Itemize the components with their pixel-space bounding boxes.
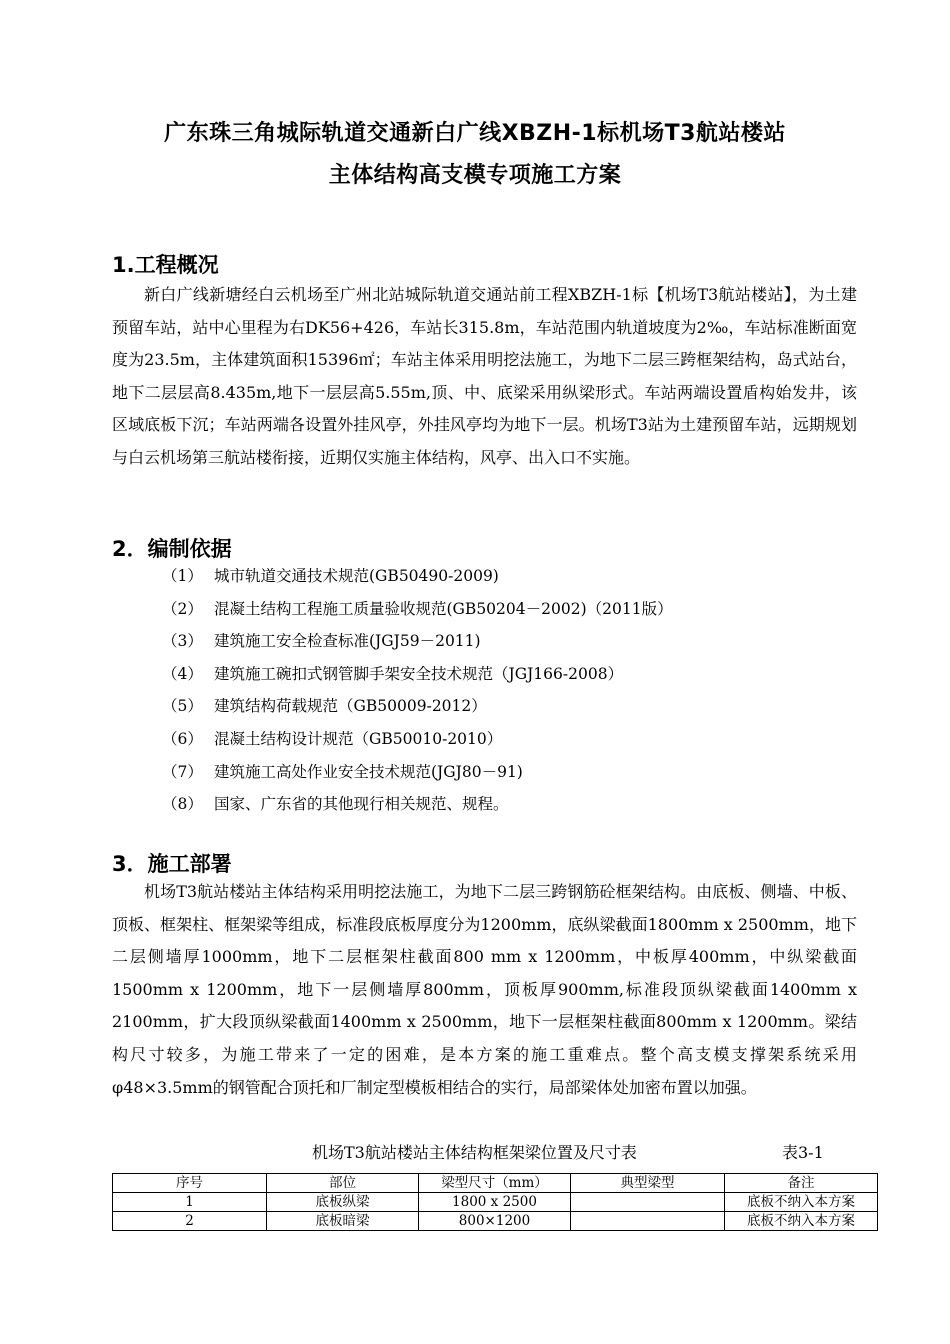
cell-note: 底板不纳入本方案 — [725, 1193, 878, 1212]
cell-part: 底板纵梁 — [267, 1193, 419, 1212]
reference-text: 混凝土结构设计规范（GB50010-2010） — [214, 729, 503, 748]
document-title-line2: 主体结构高支模专项施工方案 — [328, 163, 622, 188]
column-header-no: 序号 — [113, 1174, 267, 1193]
reference-text: 建筑结构荷载规范（GB50009-2012） — [214, 697, 487, 716]
cell-size: 800×1200 — [419, 1212, 571, 1231]
cell-size: 1800 x 2500 — [419, 1193, 571, 1212]
reference-number: （4） — [162, 664, 203, 683]
reference-item — [162, 690, 673, 723]
reference-item — [162, 756, 673, 789]
document-title-line1: 广东珠三角城际轨道交通新白广线XBZH-1标机场T3航站楼站 — [164, 121, 786, 146]
reference-text: 混凝土结构工程施工质量验收规范(GB50204－2002)（2011版） — [214, 599, 673, 618]
section1-body: 新白广线新塘经白云机场至广州北站城际轨道交通站前工程XBZH-1标【机场T3航站楼站】，为土建预留车站，站中心里程为右DK56+426，车站长315.8m，车站范围内轨道坡度为2‰，车站标准断面宽度为23.5m，主体建筑面积15396㎡；车站主体采用明挖法施工，为地下二层三跨框架结构，岛式站台，地下二层层高8.435m,地下一层层高5.55m,顶、中、底梁采用纵梁形式。车站两端设置盾构始发井，该区域底板下沉；车站两端各设置外挂风亭，外挂风亭均为地下一层。机场T3站为土建预留车站，远期规划与白云机场第三航站楼衔接，近期仅实施主体结构，风亭、出入口不实施。 — [112, 285, 857, 467]
table-row — [113, 1193, 878, 1212]
table-caption: 机场T3航站楼站主体结构框架梁位置及尺寸表 — [312, 1143, 637, 1162]
reference-text: 国家、广东省的其他现行相关规范、规程。 — [214, 795, 509, 814]
reference-number: （3） — [162, 632, 203, 651]
cell-type — [571, 1193, 725, 1212]
column-header-part: 部位 — [267, 1174, 419, 1193]
section1-heading: 1.工程概况 — [112, 253, 219, 277]
table-header-row — [113, 1174, 878, 1193]
table-row — [113, 1212, 878, 1231]
beam-table — [112, 1173, 878, 1231]
reference-item — [162, 723, 673, 756]
reference-list — [162, 560, 673, 821]
section3-heading: 3．施工部署 — [112, 852, 232, 876]
reference-text: 建筑施工碗扣式钢管脚手架安全技术规范（JGJ166-2008） — [214, 664, 624, 683]
reference-number: （8） — [162, 795, 203, 814]
cell-note: 底板不纳入本方案 — [725, 1212, 878, 1231]
reference-item — [162, 593, 673, 626]
reference-number: （1） — [162, 567, 203, 585]
reference-item — [162, 658, 673, 691]
cell-no: 1 — [113, 1193, 267, 1212]
section2-heading: 2．编制依据 — [112, 537, 232, 561]
reference-item — [162, 788, 673, 821]
reference-number: （5） — [162, 697, 203, 716]
cell-no: 2 — [113, 1212, 267, 1231]
reference-item — [162, 625, 673, 658]
column-header-type: 典型梁型 — [571, 1174, 725, 1193]
reference-number: （7） — [162, 762, 203, 781]
section3-body: 机场T3航站楼站主体结构采用明挖法施工，为地下二层三跨钢筋砼框架结构。由底板、侧墙、中板、顶板、框架柱、框架梁等组成，标准段底板厚度分为1200mm，底纵梁截面1800mm x 2500mm，地下二层侧墙厚1000mm，地下二层框架柱截面800 mm x 1200mm，中板厚400mm，中纵梁截面1500mm x 1200mm，地下一层侧墙厚800mm，顶板厚900mm,标准段顶纵梁截面1400mm x 2100mm，扩大段顶纵梁截面1400mm x 2500mm，地下一层框架柱截面800mm x 1200mm。梁结构尺寸较多，为施工带来了一定的困难，是本方案的施工重难点。整个高支模支撑架系统采用φ48×3.5mm的钢管配合顶托和厂制定型模板相结合的实行，局部梁体处加密布置以加强。 — [112, 882, 857, 1097]
table-number: 表3-1 — [782, 1143, 824, 1162]
cell-type — [571, 1212, 725, 1231]
reference-number: （2） — [162, 599, 203, 618]
reference-item — [162, 560, 673, 593]
reference-text: 建筑施工高处作业安全技术规范(JGJ80－91) — [214, 762, 523, 781]
reference-text: 城市轨道交通技术规范(GB50490-2009) — [214, 567, 499, 585]
cell-part: 底板暗梁 — [267, 1212, 419, 1231]
column-header-size: 梁型尺寸（mm） — [419, 1174, 571, 1193]
reference-number: （6） — [162, 729, 203, 748]
reference-text: 建筑施工安全检查标准(JGJ59－2011) — [214, 632, 481, 651]
column-header-note: 备注 — [725, 1174, 878, 1193]
